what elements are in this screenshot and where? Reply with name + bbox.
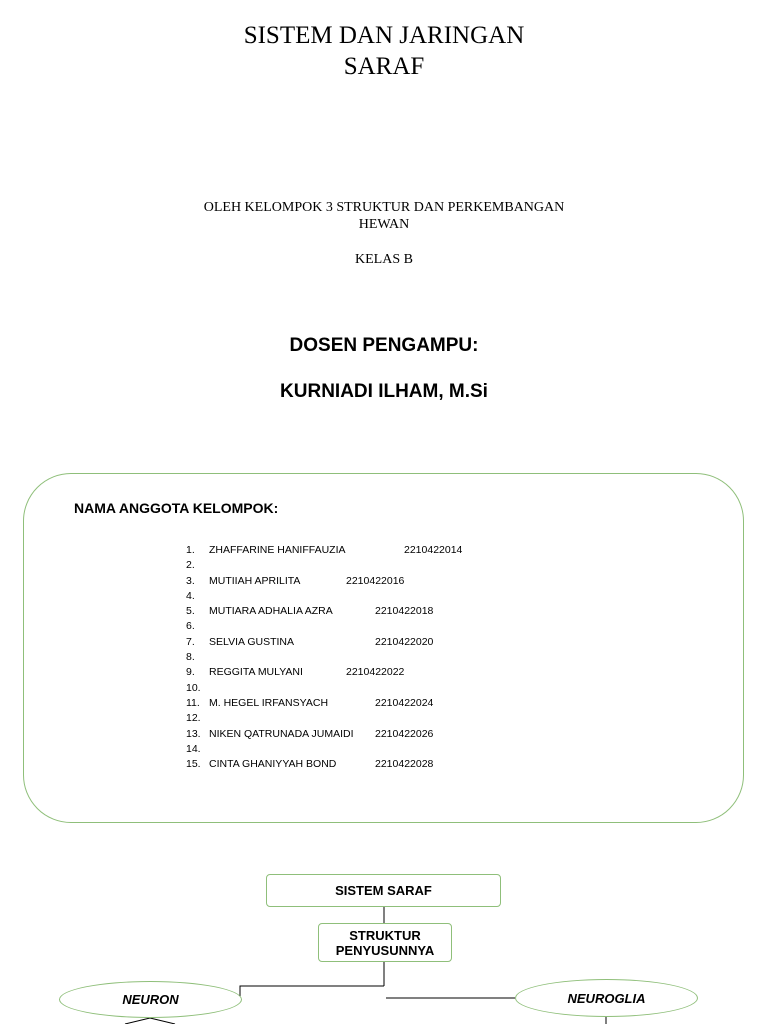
node-neuroglia: NEUROGLIA <box>515 979 698 1017</box>
class-label: KELAS B <box>355 252 413 267</box>
byline-line-1: OLEH KELOMPOK 3 STRUKTUR DAN PERKEMBANGAN <box>203 200 565 215</box>
connector-to-neuron <box>240 986 384 999</box>
connector-neuron-down-right <box>150 1018 175 1024</box>
node-struktur-penyusunnya: STRUKTUR PENYUSUNNYA <box>318 923 452 962</box>
node-sistem-saraf: SISTEM SARAF <box>266 874 501 907</box>
title-line-2: SARAF <box>343 53 425 80</box>
node-neuron: NEURON <box>59 981 242 1018</box>
members-heading: NAMA ANGGOTA KELOMPOK: <box>74 500 279 516</box>
title-line-1: SISTEM DAN JARINGAN <box>243 22 525 49</box>
byline-line-2: HEWAN <box>358 217 410 232</box>
lecturer-name: KURNIADI ILHAM, M.Si <box>280 381 488 402</box>
lecturer-heading: DOSEN PENGAMPU: <box>289 335 479 356</box>
connector-neuron-down-left <box>125 1018 150 1024</box>
